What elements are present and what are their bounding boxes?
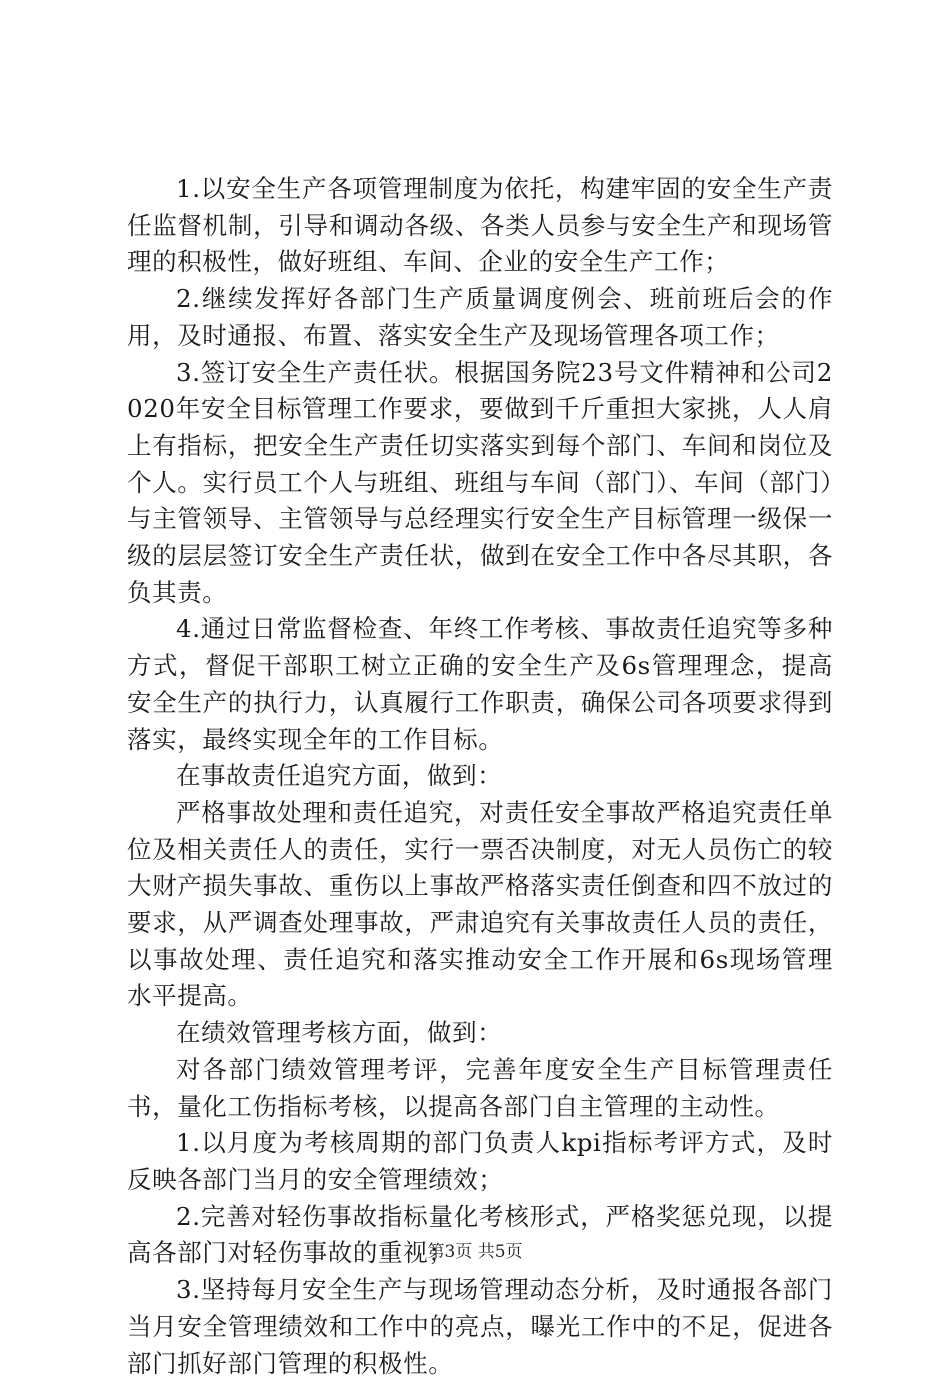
section-heading-performance: 在绩效管理考核方面，做到：	[176, 1018, 503, 1048]
paragraph-measure-2: 2.继续发挥好各部门生产质量调度例会、班前班后会的作用，及时通报、布置、落实安全生产及现场管理各项工作；	[127, 284, 833, 350]
page-footer	[0, 1241, 950, 1263]
paragraph-accident-accountability: 严格事故处理和责任追究，对责任安全事故严格追究责任单位及相关责任人的责任，实行一票否决制度，对无人员伤亡的较大财产损失事故、重伤以上事故严格落实责任倒查和四不放过的要求，从严调查处理事故，严肃追究有关事故责任人员的责任，以事故处理、责任追究和落实推动安全工作开展和6s现场管理水平提高。	[127, 797, 833, 1011]
document-body	[127, 171, 833, 1382]
paragraph-measure-4: 4.通过日常监督检查、年终工作考核、事故责任追究等多种方式，督促干部职工树立正确的安全生产及6s管理理念，提高安全生产的执行力，认真履行工作职责，确保公司各项要求得到落实，最终实现全年的工作目标。	[127, 614, 833, 754]
paragraph-performance-3: 3.坚持每月安全生产与现场管理动态分析，及时通报各部门当月安全管理绩效和工作中的亮点，曝光工作中的不足，促进各部门抓好部门管理的积极性。	[127, 1275, 833, 1378]
paragraph-measure-3: 3.签订安全生产责任状。根据国务院23号文件精神和公司2020年安全目标管理工作要求，要做到千斤重担大家挑，人人肩上有指标，把安全生产责任切实落实到每个部门、车间和岗位及个人。实行员工个人与班组、班组与车间（部门）、车间（部门）与主管领导、主管领导与总经理实行安全生产目标管理一级保一级的层层签订安全生产责任状，做到在安全工作中各尽其职，各负其责。	[127, 357, 833, 607]
section-heading-accident: 在事故责任追究方面，做到：	[176, 761, 503, 791]
paragraph-measure-1: 1.以安全生产各项管理制度为依托，构建牢固的安全生产责任监督机制，引导和调动各级、各类人员参与安全生产和现场管理的积极性，做好班组、车间、企业的安全生产工作；	[127, 174, 833, 277]
paragraph-performance-1: 1.以月度为考核周期的部门负责人kpi指标考评方式，及时反映各部门当月的安全管理绩效；	[127, 1128, 833, 1194]
paragraph-performance-2: 2.完善对轻伤事故指标量化考核形式，严格奖惩兑现，以提高各部门对轻伤事故的重视；	[127, 1201, 833, 1268]
page-number-label: 第3页 共5页	[427, 1242, 523, 1262]
paragraph-performance-intro: 对各部门绩效管理考评，完善年度安全生产目标管理责任书，量化工伤指标考核，以提高各部门自主管理的主动性。	[127, 1054, 833, 1121]
